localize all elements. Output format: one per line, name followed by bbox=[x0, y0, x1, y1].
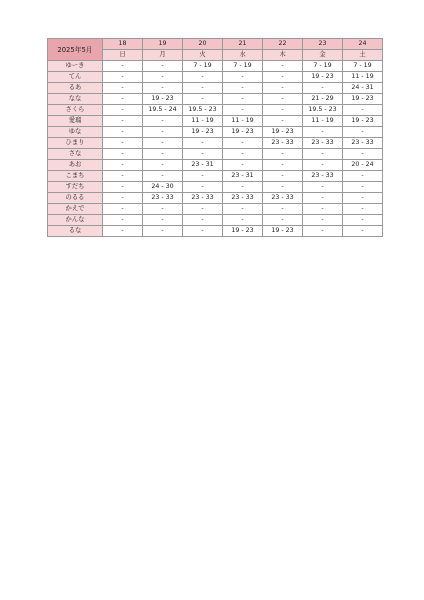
day-number: 23 bbox=[303, 39, 343, 50]
weekday-label: 水 bbox=[223, 50, 263, 61]
staff-name: るあ bbox=[48, 83, 103, 94]
shift-cell: - bbox=[143, 116, 183, 127]
shift-cell: - bbox=[103, 72, 143, 83]
shift-cell: - bbox=[343, 193, 383, 204]
staff-name: こまち bbox=[48, 171, 103, 182]
shift-cell: - bbox=[263, 83, 303, 94]
day-number: 24 bbox=[343, 39, 383, 50]
shift-cell: 7 - 19 bbox=[223, 61, 263, 72]
staff-row bbox=[48, 105, 383, 116]
shift-cell: 24 - 30 bbox=[143, 182, 183, 193]
shift-cell: - bbox=[303, 83, 343, 94]
shift-cell: - bbox=[103, 226, 143, 237]
shift-cell: - bbox=[263, 149, 303, 160]
shift-cell: - bbox=[103, 138, 143, 149]
shift-cell: - bbox=[103, 171, 143, 182]
shift-cell: - bbox=[103, 105, 143, 116]
shift-cell: - bbox=[103, 127, 143, 138]
shift-cell: - bbox=[183, 215, 223, 226]
staff-name: さくら bbox=[48, 105, 103, 116]
staff-row bbox=[48, 215, 383, 226]
shift-cell: - bbox=[183, 149, 223, 160]
shift-cell: - bbox=[263, 160, 303, 171]
shift-cell: 23 - 31 bbox=[183, 160, 223, 171]
staff-name: かんな bbox=[48, 215, 103, 226]
staff-row bbox=[48, 72, 383, 83]
month-label: 2025年5月 bbox=[48, 39, 103, 61]
shift-cell: - bbox=[103, 83, 143, 94]
shift-cell: - bbox=[303, 193, 343, 204]
day-number-row bbox=[48, 39, 383, 50]
shift-cell: 23 - 33 bbox=[223, 193, 263, 204]
shift-schedule-table bbox=[47, 38, 383, 237]
shift-cell: - bbox=[183, 138, 223, 149]
shift-cell: 23 - 31 bbox=[223, 171, 263, 182]
shift-cell: - bbox=[223, 160, 263, 171]
shift-cell: - bbox=[103, 204, 143, 215]
shift-cell: - bbox=[263, 94, 303, 105]
shift-cell: - bbox=[223, 204, 263, 215]
shift-cell: - bbox=[143, 83, 183, 94]
day-number: 20 bbox=[183, 39, 223, 50]
staff-name: かえで bbox=[48, 204, 103, 215]
shift-cell: - bbox=[103, 116, 143, 127]
schedule-body bbox=[48, 61, 383, 237]
shift-cell: - bbox=[303, 226, 343, 237]
shift-cell: - bbox=[103, 182, 143, 193]
shift-cell: - bbox=[223, 149, 263, 160]
shift-cell: - bbox=[343, 171, 383, 182]
shift-cell: - bbox=[143, 149, 183, 160]
shift-cell: - bbox=[303, 160, 343, 171]
staff-row bbox=[48, 94, 383, 105]
shift-cell: 19 - 23 bbox=[263, 226, 303, 237]
weekday-label: 火 bbox=[183, 50, 223, 61]
shift-cell: 7 - 19 bbox=[183, 61, 223, 72]
staff-name: すだち bbox=[48, 182, 103, 193]
staff-name: ゆな bbox=[48, 127, 103, 138]
staff-name: てん bbox=[48, 72, 103, 83]
shift-cell: - bbox=[103, 61, 143, 72]
shift-cell: - bbox=[143, 226, 183, 237]
shift-cell: 19 - 23 bbox=[223, 226, 263, 237]
day-number: 22 bbox=[263, 39, 303, 50]
staff-row bbox=[48, 226, 383, 237]
staff-name: あお bbox=[48, 160, 103, 171]
day-number: 21 bbox=[223, 39, 263, 50]
shift-cell: - bbox=[143, 61, 183, 72]
staff-row bbox=[48, 193, 383, 204]
shift-cell: - bbox=[143, 127, 183, 138]
shift-cell: 11 - 19 bbox=[343, 72, 383, 83]
shift-cell: - bbox=[303, 215, 343, 226]
shift-cell: - bbox=[263, 105, 303, 116]
staff-name: のるる bbox=[48, 193, 103, 204]
weekday-label: 月 bbox=[143, 50, 183, 61]
shift-cell: 19 - 23 bbox=[143, 94, 183, 105]
shift-cell: - bbox=[343, 226, 383, 237]
shift-cell: - bbox=[223, 94, 263, 105]
staff-row bbox=[48, 182, 383, 193]
shift-cell: - bbox=[263, 215, 303, 226]
shift-cell: - bbox=[143, 215, 183, 226]
shift-cell: - bbox=[183, 94, 223, 105]
shift-cell: - bbox=[103, 94, 143, 105]
shift-cell: 19 - 23 bbox=[343, 116, 383, 127]
shift-cell: - bbox=[103, 160, 143, 171]
shift-cell: 19.5 - 23 bbox=[183, 105, 223, 116]
shift-cell: - bbox=[223, 72, 263, 83]
shift-cell: - bbox=[263, 182, 303, 193]
staff-name: るな bbox=[48, 226, 103, 237]
shift-cell: - bbox=[303, 127, 343, 138]
shift-cell: - bbox=[263, 116, 303, 127]
shift-cell: - bbox=[223, 83, 263, 94]
shift-cell: 11 - 19 bbox=[303, 116, 343, 127]
shift-cell: - bbox=[223, 215, 263, 226]
shift-cell: - bbox=[183, 226, 223, 237]
shift-cell: - bbox=[343, 182, 383, 193]
day-number: 19 bbox=[143, 39, 183, 50]
shift-cell: - bbox=[143, 72, 183, 83]
shift-cell: - bbox=[223, 105, 263, 116]
shift-cell: - bbox=[183, 204, 223, 215]
shift-cell: - bbox=[183, 182, 223, 193]
staff-name: さな bbox=[48, 149, 103, 160]
staff-row bbox=[48, 204, 383, 215]
shift-cell: - bbox=[263, 204, 303, 215]
shift-cell: 21 - 29 bbox=[303, 94, 343, 105]
staff-name: ゆーき bbox=[48, 61, 103, 72]
staff-name: 愛瑠 bbox=[48, 116, 103, 127]
shift-cell: 19.5 - 24 bbox=[143, 105, 183, 116]
shift-cell: - bbox=[143, 204, 183, 215]
staff-row bbox=[48, 171, 383, 182]
shift-cell: - bbox=[263, 72, 303, 83]
shift-cell: - bbox=[343, 105, 383, 116]
staff-name: なな bbox=[48, 94, 103, 105]
shift-cell: - bbox=[103, 193, 143, 204]
shift-cell: - bbox=[143, 171, 183, 182]
staff-row bbox=[48, 83, 383, 94]
shift-cell: - bbox=[103, 215, 143, 226]
shift-cell: 23 - 33 bbox=[263, 193, 303, 204]
shift-cell: - bbox=[223, 182, 263, 193]
staff-row bbox=[48, 160, 383, 171]
shift-cell: 7 - 19 bbox=[343, 61, 383, 72]
staff-row bbox=[48, 138, 383, 149]
shift-cell: 7 - 19 bbox=[303, 61, 343, 72]
shift-cell: 23 - 33 bbox=[263, 138, 303, 149]
shift-cell: - bbox=[343, 127, 383, 138]
shift-cell: 23 - 33 bbox=[143, 193, 183, 204]
shift-cell: 23 - 33 bbox=[343, 138, 383, 149]
shift-cell: 19 - 23 bbox=[343, 94, 383, 105]
shift-cell: 19 - 23 bbox=[303, 72, 343, 83]
weekday-label: 金 bbox=[303, 50, 343, 61]
staff-row bbox=[48, 61, 383, 72]
shift-cell: - bbox=[223, 138, 263, 149]
shift-cell: 19 - 23 bbox=[183, 127, 223, 138]
shift-cell: - bbox=[103, 149, 143, 160]
shift-cell: 19.5 - 23 bbox=[303, 105, 343, 116]
staff-row bbox=[48, 149, 383, 160]
shift-cell: 23 - 33 bbox=[303, 138, 343, 149]
staff-row bbox=[48, 116, 383, 127]
shift-cell: 24 - 31 bbox=[343, 83, 383, 94]
shift-cell: 23 - 33 bbox=[183, 193, 223, 204]
shift-cell: - bbox=[303, 149, 343, 160]
staff-row bbox=[48, 127, 383, 138]
shift-cell: - bbox=[143, 160, 183, 171]
shift-cell: - bbox=[263, 61, 303, 72]
shift-cell: 11 - 19 bbox=[183, 116, 223, 127]
weekday-label: 土 bbox=[343, 50, 383, 61]
shift-cell: - bbox=[303, 204, 343, 215]
shift-cell: - bbox=[343, 149, 383, 160]
shift-cell: 20 - 24 bbox=[343, 160, 383, 171]
shift-cell: - bbox=[343, 215, 383, 226]
shift-cell: - bbox=[263, 171, 303, 182]
shift-cell: 23 - 33 bbox=[303, 171, 343, 182]
shift-cell: - bbox=[143, 138, 183, 149]
shift-cell: - bbox=[343, 204, 383, 215]
shift-cell: 11 - 19 bbox=[223, 116, 263, 127]
shift-cell: 19 - 23 bbox=[223, 127, 263, 138]
shift-cell: 19 - 23 bbox=[263, 127, 303, 138]
day-number: 18 bbox=[103, 39, 143, 50]
staff-name: ひまり bbox=[48, 138, 103, 149]
shift-cell: - bbox=[183, 83, 223, 94]
weekday-label: 日 bbox=[103, 50, 143, 61]
shift-cell: - bbox=[183, 171, 223, 182]
shift-cell: - bbox=[303, 182, 343, 193]
shift-cell: - bbox=[183, 72, 223, 83]
weekday-label: 木 bbox=[263, 50, 303, 61]
